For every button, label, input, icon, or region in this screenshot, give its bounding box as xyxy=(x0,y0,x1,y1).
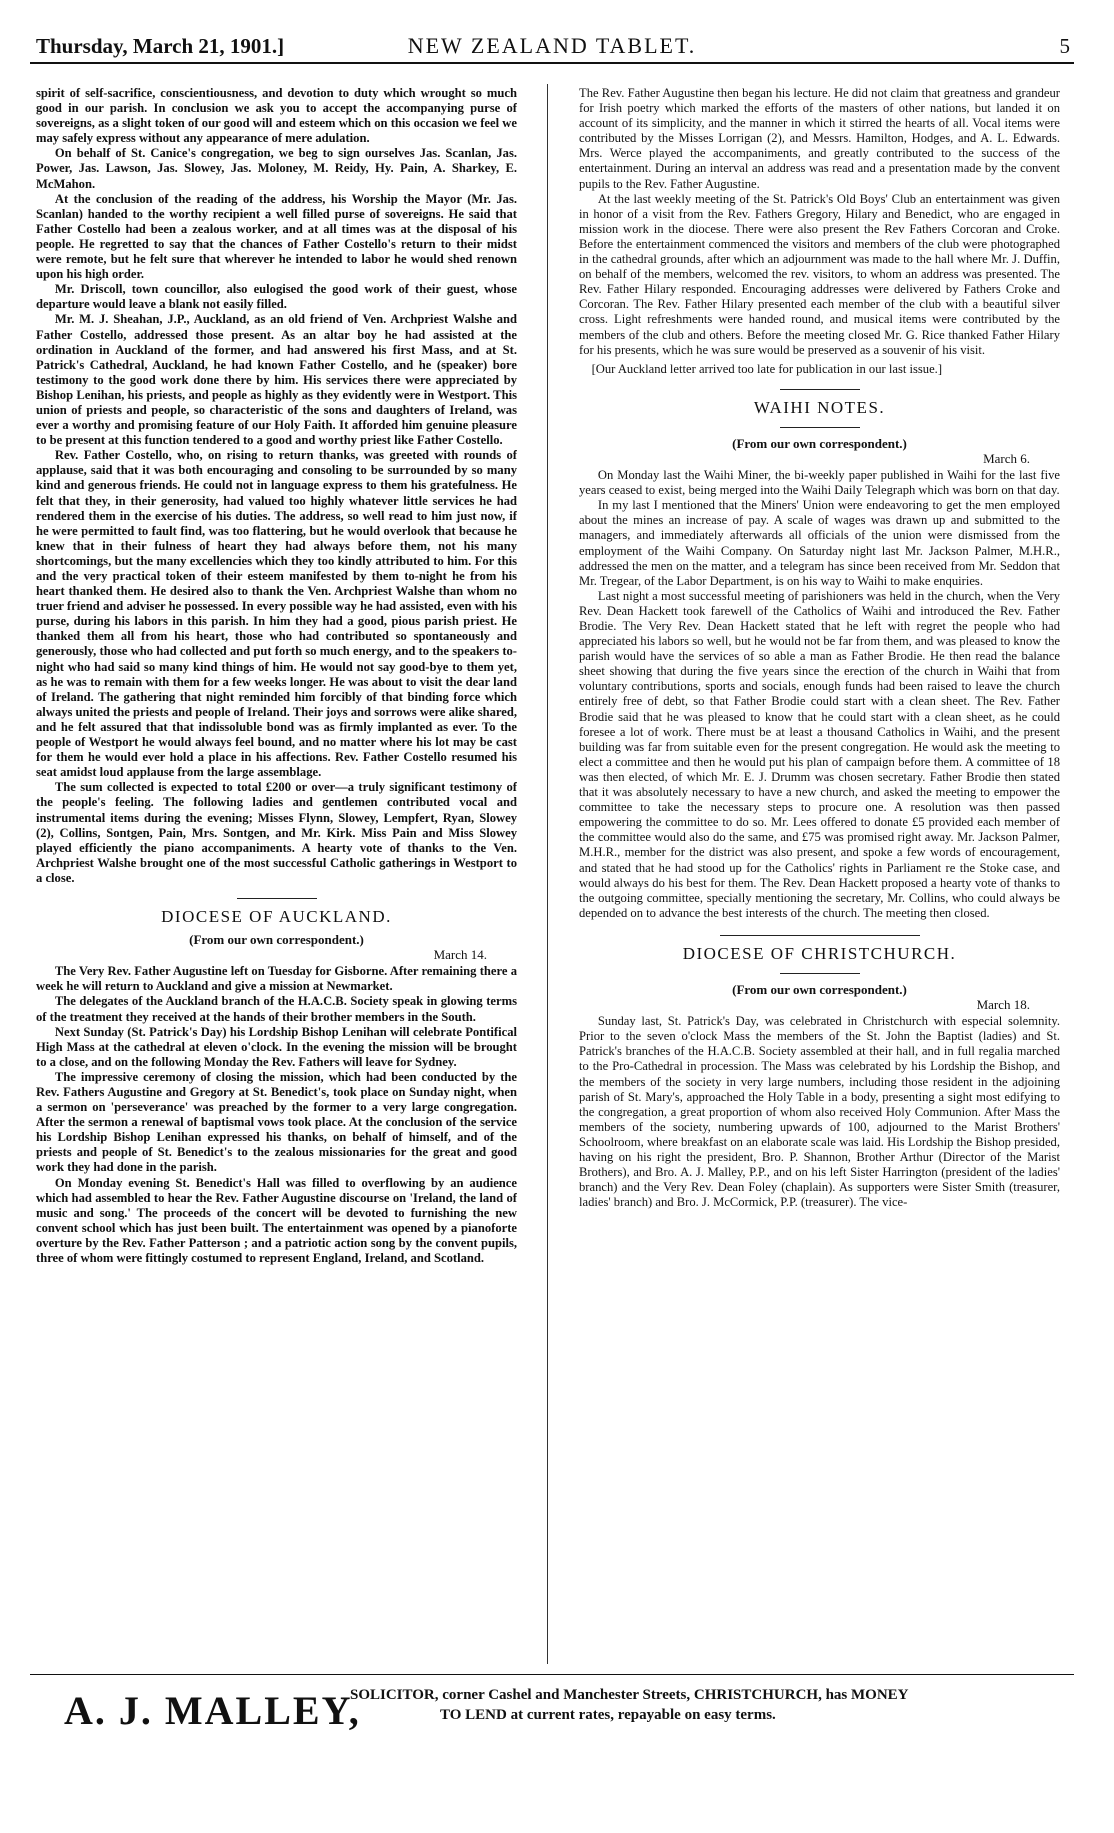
advertiser-name: A. J. MALLEY, xyxy=(64,1688,361,1733)
article-paragraph: At the last weekly meeting of the St. Patrick's Old Boys' Club an entertainment was given in honor of a visit from the Rev. Fathers Gregory, Hilary and Benedict, who are engaged in mission work in the diocese. There were also present the Rev Fathers Corcoran and Croke. Before the entertainment commenced the visitors and members of the club were photographed in the cathedral grounds, after which an adjournment was made to the hall where Mr. J. Duffin, on behalf of the members, welcomed the rev. visitors, to whom an address was presented. The Rev. Father Hilary responded. Encouraging addresses were delivered by Fathers Croke and Corcoran. The Rev. Father Hilary presented each member of the club with a beautiful silver cross. Light refreshments were handed round, and musical items were contributed by the members of the club and others. Before the meeting closed Mr. G. Rice thanked Father Hilary for his presents, which he was sure would be preserved as a souvenir of his visit. xyxy=(579,191,1060,357)
section-heading-christchurch: DIOCESE OF CHRISTCHURCH. xyxy=(682,943,957,963)
dateline: March 18. xyxy=(976,997,1030,1013)
article-paragraph: spirit of self-sacrifice, conscientiousness, and devotion to duty which wrought so much good in our parish. In conclusion we ask you to accept the accompanying purse of sovereigns, as a slight token of our good will and esteem which on this occasion we feel we may safely express without any appearance of mere adulation. xyxy=(36,86,517,146)
issue-date: Thursday, March 21, 1901.] xyxy=(36,34,285,58)
article-paragraph: The impressive ceremony of closing the mission, which had been conducted by the Rev. Fathers Augustine and Gregory at St. Benedict's, took place on Sunday night, when a sermon on 'perseverance' was preached by the former to a very large congregation. After the sermon a renewal of baptismal vows took place. At the conclusion of the service his Lordship Bishop Lenihan expressed his thanks, on behalf of himself, and of the priests and people of St. Benedict's to the zealous missionaries for the great and good work they had done in the parish. xyxy=(36,1069,517,1175)
article-paragraph: On Monday evening St. Benedict's Hall was filled to overflowing by an audience which had assembled to hear the Rev. Father Augustine discourse on 'Ireland, the land of music and song.' The proceeds of the concert will be devoted to furnishing the new convent school which has just been built. The entertainment was opened by a pianoforte overture by the Rev. Father Patterson ; and a patriotic action song by the convent pupils, three of whom were fittingly costumed to represent England, Ireland, and Scotland. xyxy=(36,1175,517,1266)
section-divider xyxy=(780,389,860,390)
section-divider xyxy=(237,898,317,899)
page-header xyxy=(30,28,1074,64)
right-column xyxy=(579,86,1060,1661)
advertisement-line: SOLICITOR, corner Cashel and Manchester Streets, CHRISTCHURCH, has MONEY xyxy=(350,1687,909,1703)
article-paragraph: On behalf of St. Canice's congregation, we beg to sign ourselves Jas. Scanlan, Jas. Power, Jas. Lawson, Jas. Slowey, Jas. Moloney, M. Reidy, Hy. Pain, A. Sharkey, E. McMahon. xyxy=(36,146,517,191)
section-divider xyxy=(780,973,860,974)
correspondent-byline: (From our own correspondent.) xyxy=(732,435,907,451)
correspondent-byline: (From our own correspondent.) xyxy=(732,981,907,997)
article-paragraph: At the conclusion of the reading of the address, his Worship the Mayor (Mr. Jas. Scanlan) handed to the worthy recipient a well filled purse of sovereigns. He said that Father Costello had been a zealous worker, and at all times was at the disposal of his people. He regretted to say that the chances of Father Costello's return to their midst were remote, but he felt sure that wherever he intended to labor he would shed renown upon his high order. xyxy=(36,191,517,282)
article-paragraph: Mr. M. J. Sheahan, J.P., Auckland, as an old friend of Ven. Archpriest Walshe and Father Costello, addressed those present. As an altar boy he had assisted at the ordination in Auckland of the former, and had answered his first Mass, and at St. Patrick's Cathedral, Auckland, he had known Father Costello, and he (speaker) bore testimony to the good work done there by him. His services there were appreciated by Bishop Lenihan, his priests, and people as highly as they evidently were in Westport. This union of priests and people, so characteristic of the sons and daughters of Ireland, was ever a worthy and promising feature of our Holy Faith. It afforded him genuine pleasure to be present at this function tendered to a good and worthy priest like Father Costello. xyxy=(36,312,517,448)
article-paragraph: The delegates of the Auckland branch of the H.A.C.B. Society speak in glowing terms of the treatment they received at the hands of their brother members in the South. xyxy=(36,994,517,1024)
advertisement-text xyxy=(350,1685,1070,1725)
section-heading-waihi: WAIHI NOTES. xyxy=(753,397,886,417)
article-paragraph: Sunday last, St. Patrick's Day, was celebrated in Christchurch with especial solemnity. Prior to the seven o'clock Mass the members of the St. John the Baptist (ladies) and St. Patrick's branches of the H.A.C.B. Society assembled at their hall, and in full regalia marched to the Pro-Cathedral in procession. The Mass was celebrated by his Lordship the Bishop, and the members of the society in very large numbers, including those resident in the adjoining parish of St. Mary's, approached the Holy Table in a body, presenting a sight most edifying to the congregation, a great proportion of whom also received Holy Communion. After Mass the members of the society, numbering upwards of 100, adjourned to the Marist Brothers' Schoolroom, where breakfast on an elaborate scale was laid. His Lordship the Bishop presided, having on his right the president, Bro. P. Shannon, Brother Arthur (Director of the Marist Brothers), and Bro. A. J. Malley, P.P., and on his left Sister Harrington (president of the ladies' branch) and the Very Rev. Dean Foley (chaplain). As supporters were Sister Smith (treasurer, ladies' branch) and Bro. J. McCormick, P.P. (treasurer). The vice- xyxy=(579,1014,1060,1210)
article-paragraph: Last night a most successful meeting of parishioners was held in the church, when the Very Rev. Dean Hackett took farewell of the Catholics of Waihi and introduced the Rev. Father Brodie. The Very Rev. Dean Hackett stated that he left with regret the people who had appreciated his labors so well, but he would not be far from them, and was pleased to know the parish would have the services of so able a man as Father Brodie. He then read the balance sheet showing that during the five years since the erection of the church in Waihi that from voluntary contributions, sports and socials, enough funds had been raised to leave the church entirely free of debt, so that Father Brodie could start with a clean sheet. The Rev. Father Brodie said that he was pleased to know that he could start with a clean sheet, as he could foresee a lot of work. There must be at least a thousand Catholics in Waihi, and the present building was far from suitable even for the present congregation. He would ask the meeting to elect a committee and then he would put his plan of campaign before them. A committee of 18 was then elected, of which Mr. E. J. Drumm was chosen secretary. Father Brodie then stated that it was absolutely necessary to have a new church, and asked the meeting to empower the committee to take the necessary steps to procure one. A resolution was then passed empowering the committee to do so. Mr. Lees offered to donate £5 provided each member of the committee would also do the same, and £75 was promised right away. Mr. Jackson Palmer, M.H.R., member for the district was also present, and spoke a few words of encouragement, and stated that he had stood up for the Catholics' rights in Parliament re the Stoke case, and would always do his best for them. The Rev. Dean Hackett proposed a hearty vote of thanks to the outgoing committee, specially mentioning the secretary, Mr. Collins, who could always be depended on to advance the best interests of the church. The meeting then closed. xyxy=(579,588,1060,920)
editorial-notice: [Our Auckland letter arrived too late for publication in our last issue.] xyxy=(591,361,943,376)
column-divider xyxy=(547,84,548,1664)
article-paragraph: The sum collected is expected to total £200 or over—a truly significant testimony of the people's feeling. The following ladies and gentlemen contributed vocal and instrumental items during the evening; Misses Flynn, Slowey, Lempfert, Ryan, Slowey (2), Collins, Sontgen, Pain, Mrs. Sontgen, and Mr. Kirk. Miss Pain and Miss Slowey played efficiently the piano accompaniments. A hearty vote of thanks to the Ven. Archpriest Walshe brought one of the most successful Catholic gatherings in Westport to a close. xyxy=(36,780,517,885)
newspaper-title: NEW ZEALAND TABLET. xyxy=(407,33,697,58)
section-divider xyxy=(720,935,920,936)
dateline: March 14. xyxy=(433,947,487,963)
dateline: March 6. xyxy=(983,450,1030,466)
advertisement-line: TO LEND at current rates, repayable on easy terms. xyxy=(440,1707,776,1723)
page-number: 5 xyxy=(1059,34,1070,58)
article-paragraph: Next Sunday (St. Patrick's Day) his Lordship Bishop Lenihan will celebrate Pontifical High Mass at the cathedral at eleven o'clock. In the evening the mission will be brought to a close, and on the following Monday the Rev. Fathers will leave for Sydney. xyxy=(36,1024,517,1069)
article-paragraph: Mr. Driscoll, town councillor, also eulogised the good work of their guest, whose departure would leave a blank not easily filled. xyxy=(36,282,517,312)
section-heading-auckland: DIOCESE OF AUCKLAND. xyxy=(161,906,392,926)
footer-advertisement xyxy=(30,1674,1074,1745)
article-paragraph: On Monday last the Waihi Miner, the bi-weekly paper published in Waihi for the last five years ceased to exist, being merged into the Waihi Daily Telegraph which was born on that day. xyxy=(579,468,1060,498)
left-column xyxy=(36,86,517,1661)
article-paragraph: The Rev. Father Augustine then began his lecture. He did not claim that greatness and grandeur for Irish poetry which marked the efforts of the masters of other nations, but landed it on account of its simplicity, and the manner in which it stirred the hearts of all. Vocal items were contributed by the Misses Lorrigan (2), and Messrs. Hamilton, Hodges, and A. L. Edwards. Mrs. Werce played the accompaniments, and greatly contributed to the success of the entertainment. During an interval an address was read and a presentation made by the convent pupils to the Rev. Father Augustine. xyxy=(579,86,1060,191)
correspondent-byline: (From our own correspondent.) xyxy=(189,932,364,948)
article-paragraph: In my last I mentioned that the Miners' Union were endeavoring to get the men employed about the mines an increase of pay. A scale of wages was drawn up and submitted to the managers, and immediately afterwards all officials of the union were dismissed from the employment of the Waihi Company. On Saturday night last Mr. Jackson Palmer, M.H.R., addressed the men on the matter, and a telegram has since been received from Mr. Seddon that Mr. Tregear, of the Labor Department, is on his way to Waihi to make enquiries. xyxy=(579,498,1060,588)
article-paragraph: Rev. Father Costello, who, on rising to return thanks, was greeted with rounds of applause, said that it was both encouraging and consoling to be surrounded by so many kind and generous friends. He could not in language express to them his gratefulness. He felt that they, in their generosity, had valued too highly whatever little services he had rendered them in the exercise of his duties. The address, so well read to him just now, if he were permitted to fault find, was too flattering, but he would overlook that because he knew that in their fulness of heart they had always before them, not his many shortcomings, but the many excellencies which they too kindly attributed to him. For this and the very practical token of their esteem manifested by them to-night he from his heart thanked them. He desired also to thank the Ven. Archpriest Walshe than whom no truer friend and adviser he possessed. In every possible way he had assisted, even with his purse, during his labors in this parish. In him they had a good, pious parish priest. He thanked them all from his heart, those who had contributed so spontaneously and generously, those who had collected and put forth so much energy, and to the speakers to-night who had said so many kind things of him. He would not say good-bye to them yet, as he was to remain with them for a few weeks longer. He was about to visit the dear land of Ireland. The gathering that night reminded him forcibly of that binding force which always united the priests and people of Ireland. Their joys and sorrows were alike shared, and he felt assured that that indissoluble bond was as firmly implanted as ever. To the people of Westport he would always feel bound, and no matter where his lot may be cast for them he would ever hold a place in his affections. Rev. Father Costello resumed his seat amidst loud applause from the large assemblage. xyxy=(36,448,517,780)
section-divider xyxy=(780,427,860,428)
article-paragraph: The Very Rev. Father Augustine left on Tuesday for Gisborne. After remaining there a week he will return to Auckland and give a mission at Newmarket. xyxy=(36,964,517,994)
